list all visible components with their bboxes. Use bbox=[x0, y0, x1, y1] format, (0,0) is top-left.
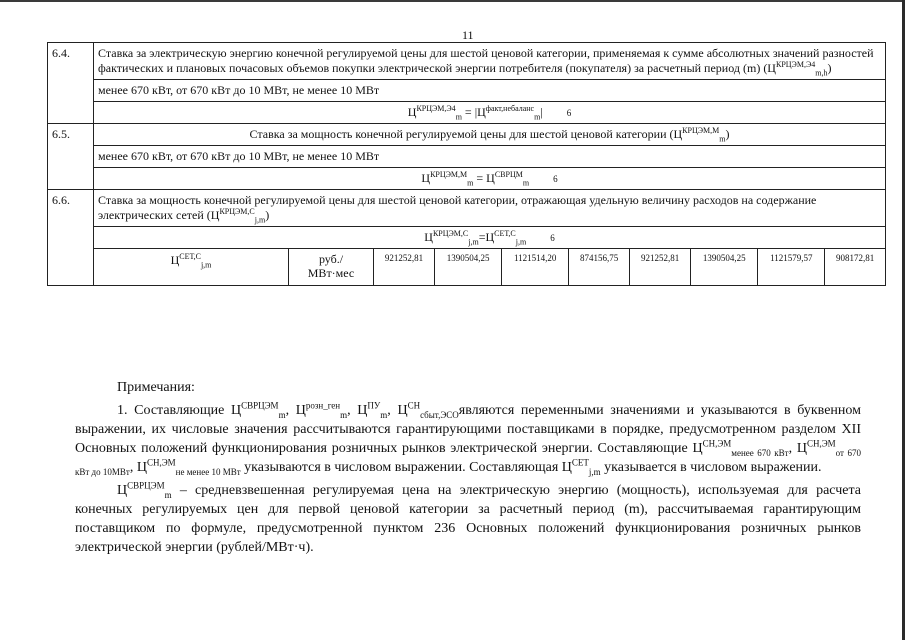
notes-paragraph-2: $Ц^{СВРЦЭМ}_m$ – средневзвешенная регулируемая цена на электрическую энергию (мощность), используемая для расчета конечных регулируемых цен для первой ценовой категории за расчетный период (m), рассчитываемая гарантирующим поставщиком по формуле, предусмотренной пунктом 236 Основных положений функционирования розничных рынков электрической энергии (рублей/МВт·ч). bbox=[75, 480, 861, 555]
row-title: Ставка за электрическую энергию конечной регулируемой цены для шестой ценовой категории, применяемая к сумме абсолютных значений разностей фактических и плановых почасовых объемов покупки электрической энергии потребителя (покупателя) за расчетный период (m) $(Ц^{КРЦЭМ,Э4}_{m,h})$ bbox=[94, 43, 886, 80]
formula: $Ц^{КРЦЭМ,Э4}_m = |Ц^{факт,небаланс}_m|$ 6 bbox=[94, 102, 886, 124]
value-cell: 1121514,20 bbox=[502, 249, 569, 285]
values-row bbox=[94, 249, 885, 285]
row-subtitle: менее 670 кВт, от 670 кВт до 10 МВт, не менее 10 МВт bbox=[94, 146, 886, 168]
table-row bbox=[48, 43, 886, 80]
value-unit: руб./ МВт·мес bbox=[289, 249, 374, 285]
page-number: 11 bbox=[462, 28, 474, 42]
row-title: Ставка за мощность конечной регулируемой цены для шестой ценовой категории, отражающая удельную величину расходов на содержание электрических сетей $(Ц^{КРЦЭМ,С}_{j,m})$ bbox=[94, 190, 886, 227]
value-cell: 921252,81 bbox=[630, 249, 691, 285]
page-top-edge bbox=[0, 0, 905, 2]
row-title: Ставка за мощность конечной регулируемой цены для шестой ценовой категории $(Ц^{КРЦЭМ,М}_m)$ bbox=[94, 124, 886, 146]
formula: $Ц^{КРЦЭМ,С}_{j,m}=Ц^{СЕТ,С}_{j,m}$ 6 bbox=[94, 227, 886, 249]
table-row bbox=[48, 124, 886, 146]
table-row bbox=[48, 168, 886, 190]
row-number: 6.6. bbox=[48, 190, 94, 286]
value-cell: 874156,75 bbox=[569, 249, 630, 285]
values-table bbox=[94, 249, 885, 285]
values-cell bbox=[94, 249, 886, 286]
value-cell: 1121579,57 bbox=[758, 249, 825, 285]
table-row bbox=[48, 249, 886, 286]
table-row bbox=[48, 102, 886, 124]
row-number: 6.5. bbox=[48, 124, 94, 190]
formula: $Ц^{КРЦЭМ,М}_m = Ц^{СВРЦМ}_m$ 6 bbox=[94, 168, 886, 190]
tariff-table bbox=[47, 42, 886, 286]
table-row bbox=[48, 190, 886, 227]
notes-heading: Примечания: bbox=[117, 380, 195, 395]
notes-paragraph-1: 1. Составляющие $Ц^{СВРЦЭМ}_m$, $Ц^{розн\_ген}_m$, $Ц^{ПУ}_m$, $Ц^{СН}_{сбыт,ЭСО}являются$ переменными значениями и указываются в буквенном выражении, их числовые значения рассчитываются гарантирующими поставщиками в порядке, предусмотренном разделом XII Основных положений функционирования розничных рынков электрической энергии. Составляющие $Ц^{СН,ЭМ}_{менее 670 кВт}$, $Ц^{СН,ЭМ}_{от 670 кВт до 10МВт}$, $Ц^{СН,ЭМ}_{не менее 10 МВт}$ указываются в числовом выражении. Составляющая $Ц^{СЕТ}_{j,m}$ указывается в числовом выражении. bbox=[75, 400, 861, 477]
row-number: 6.4. bbox=[48, 43, 94, 124]
value-cell: 921252,81 bbox=[374, 249, 435, 285]
value-cell: 1390504,25 bbox=[434, 249, 501, 285]
table-row bbox=[48, 80, 886, 102]
row-subtitle: менее 670 кВт, от 670 кВт до 10 МВт, не менее 10 МВт bbox=[94, 80, 886, 102]
value-cell: 1390504,25 bbox=[691, 249, 758, 285]
table-row bbox=[48, 146, 886, 168]
table-row bbox=[48, 227, 886, 249]
value-cell: 908172,81 bbox=[825, 249, 885, 285]
notes-section bbox=[75, 378, 861, 557]
value-symbol: $Ц^{СЕТ,С}_{j,m}$ bbox=[170, 252, 212, 270]
